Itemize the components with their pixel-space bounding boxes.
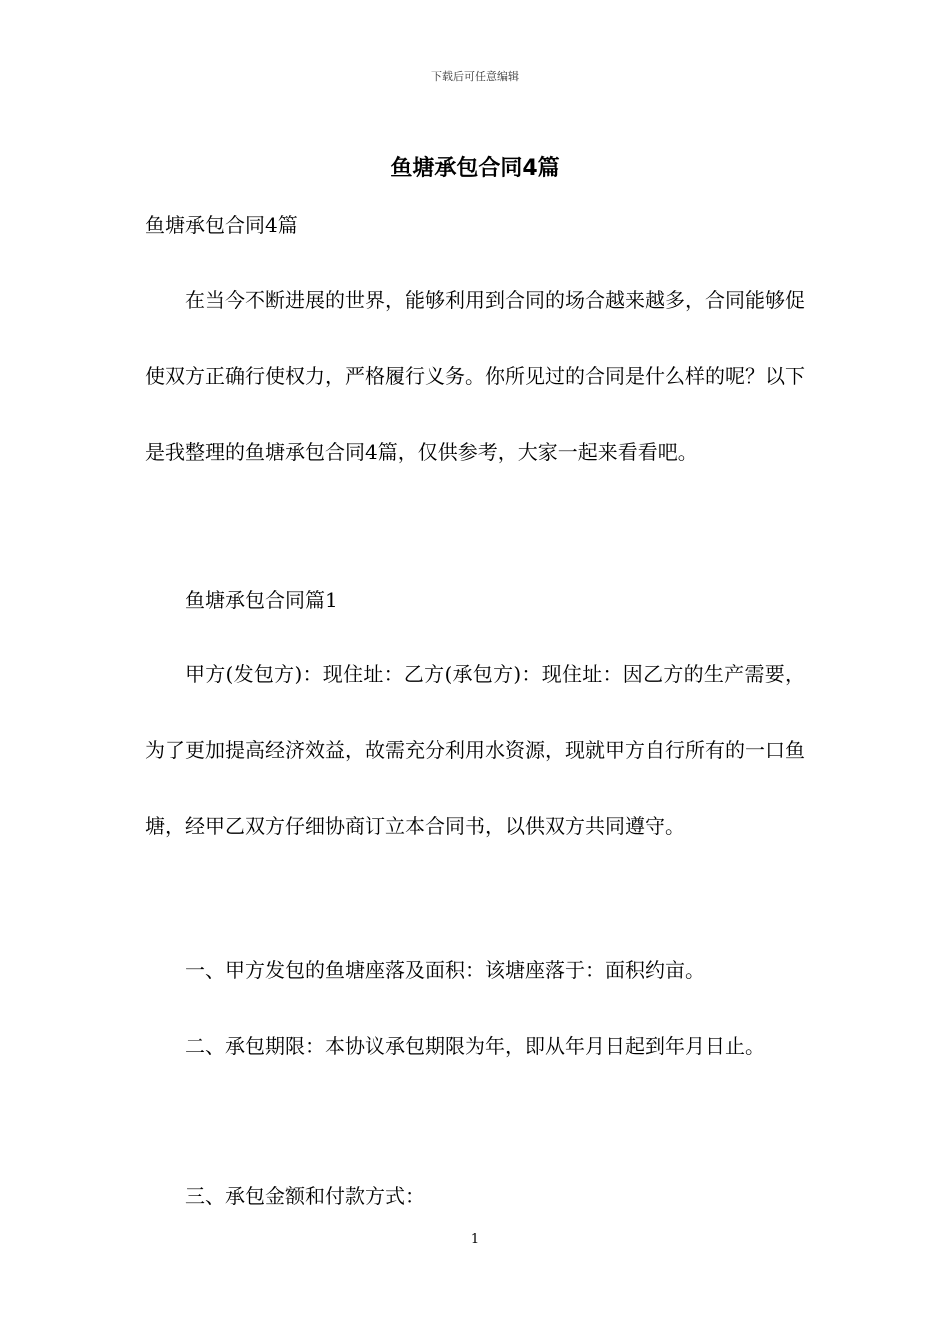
page-header-note: 下载后可任意编辑 xyxy=(431,70,519,83)
parties-paragraph: 甲方(发包方)：现住址：乙方(承包方)：现住址：因乙方的生产需要，为了更加提高经济效益，故需充分利用水资源，现就甲方自行所有的一口鱼塘，经甲乙双方仔细协商订立本合同书，以供双方共同遵守。 xyxy=(145,662,805,838)
document-subtitle: 鱼塘承包合同4篇 xyxy=(145,213,298,237)
section-heading: 鱼塘承包合同篇1 xyxy=(185,588,338,612)
clause-location: 一、甲方发包的鱼塘座落及面积：该塘座落于：面积约亩。 xyxy=(185,958,705,982)
clause-payment: 三、承包金额和付款方式： xyxy=(185,1184,425,1208)
clause-term: 二、承包期限：本协议承包期限为年，即从年月日起到年月日止。 xyxy=(185,1034,765,1058)
intro-paragraph: 在当今不断进展的世界，能够利用到合同的场合越来越多，合同能够促使双方正确行使权力，严格履行义务。你所见过的合同是什么样的呢？以下是我整理的鱼塘承包合同4篇，仅供参考，大家一起来看看吧。 xyxy=(145,288,805,464)
page-number: 1 xyxy=(470,1232,480,1247)
document-title: 鱼塘承包合同4篇 xyxy=(390,156,560,181)
